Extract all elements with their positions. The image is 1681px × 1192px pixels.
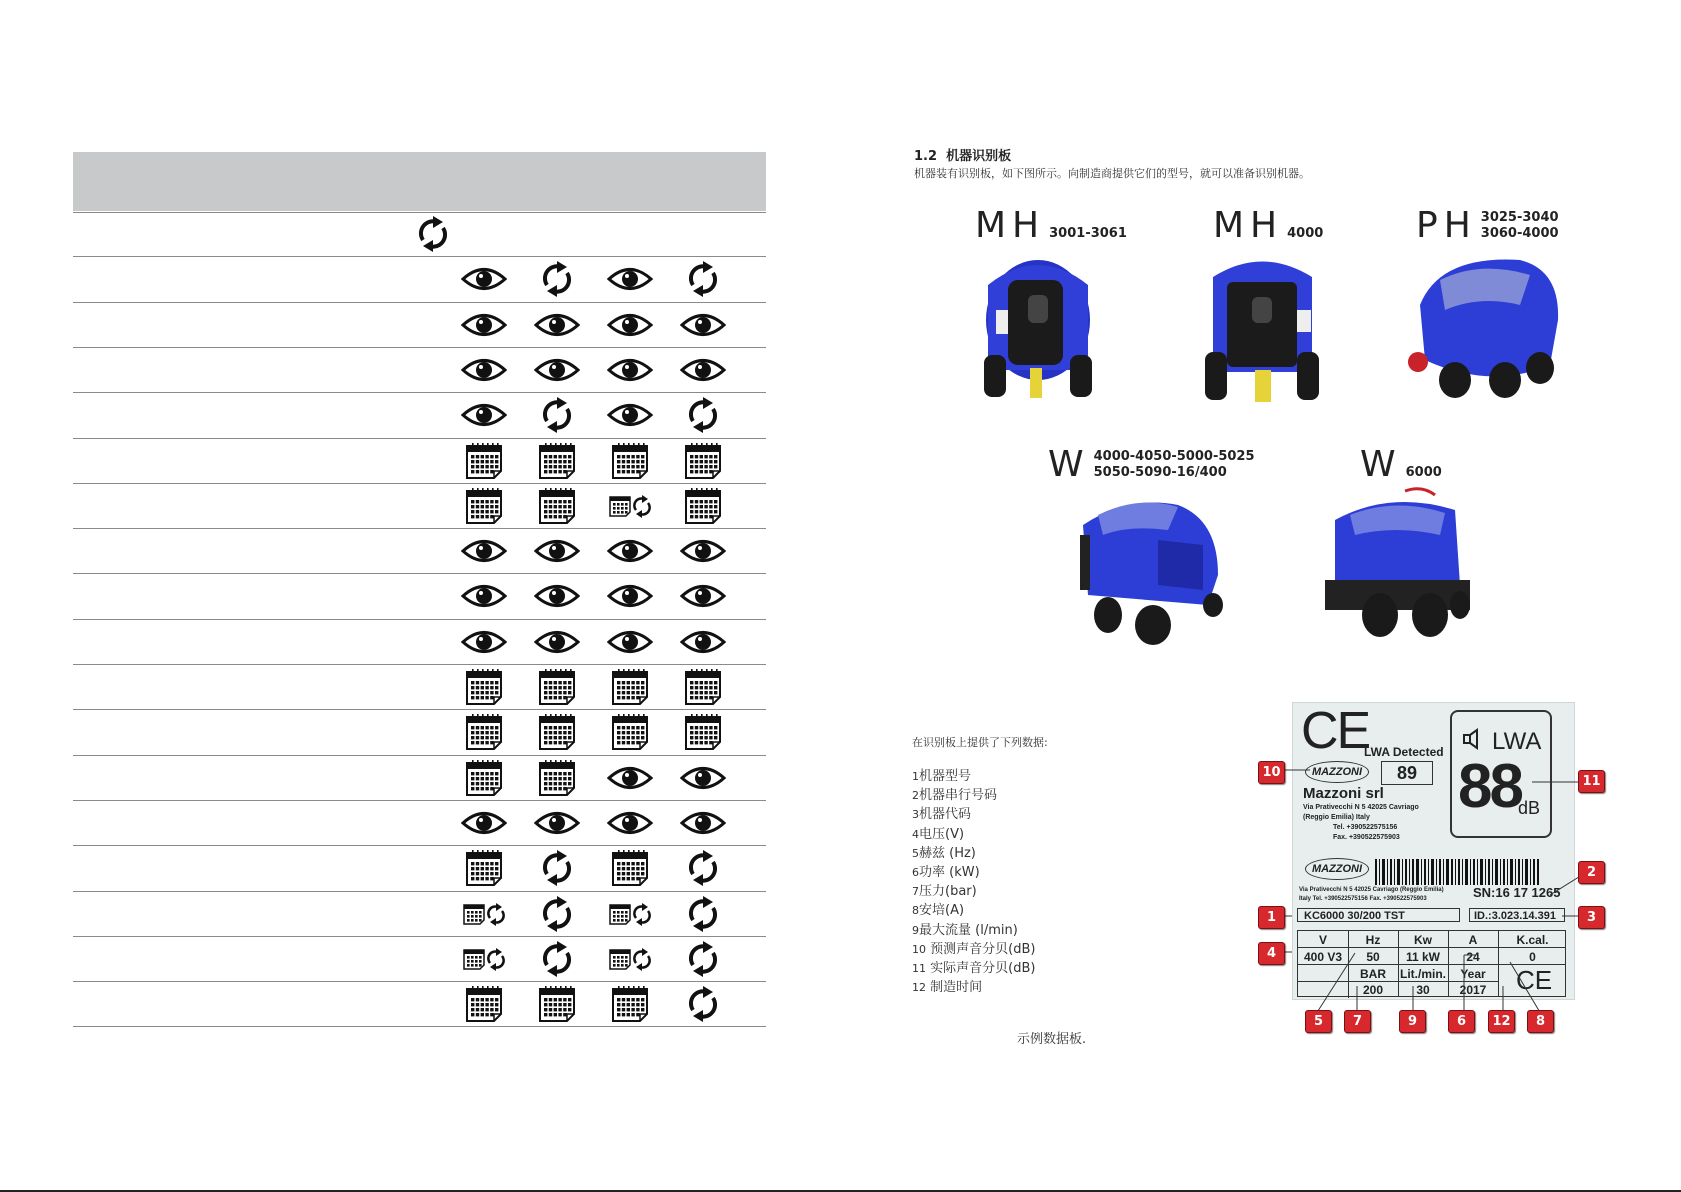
address-line: Via Prativecchi N 5 42025 Cavriago (Reggio Emilia) bbox=[1299, 887, 1444, 893]
table-row bbox=[73, 619, 766, 620]
cycle-icon bbox=[533, 939, 581, 979]
table-row bbox=[73, 709, 766, 710]
spec-value: 400 V3 bbox=[1303, 950, 1343, 964]
calendar-icon bbox=[606, 848, 654, 888]
table-row bbox=[73, 302, 766, 303]
model-codes bbox=[1094, 449, 1255, 481]
plate-field-label: 机器串行号码 bbox=[919, 788, 998, 804]
plate-field-item bbox=[912, 959, 1035, 978]
plate-field-label: 机器代码 bbox=[919, 807, 972, 823]
table-header bbox=[73, 152, 766, 211]
eye-icon bbox=[460, 395, 508, 435]
calendar-icon bbox=[679, 441, 727, 481]
eye-icon bbox=[460, 576, 508, 616]
eye-icon bbox=[533, 350, 581, 390]
eye-icon bbox=[460, 259, 508, 299]
spec-value: 0 bbox=[1529, 950, 1536, 964]
model-code: 3025-3040 bbox=[1480, 210, 1559, 225]
plate-field-item bbox=[912, 863, 1035, 882]
eye-icon bbox=[679, 576, 727, 616]
spec-value: 50 bbox=[1366, 950, 1380, 964]
machine-image-w-6000 bbox=[1310, 485, 1478, 650]
eye-icon bbox=[606, 758, 654, 798]
calendar-icon bbox=[533, 486, 581, 526]
eye-icon bbox=[460, 305, 508, 345]
eye-icon bbox=[606, 622, 654, 662]
model-letters: PH bbox=[1416, 205, 1477, 246]
model-letters: W bbox=[1360, 444, 1402, 485]
plate-field-item bbox=[912, 844, 1035, 863]
address-line: Via Prativecchi N 5 42025 Cavriago bbox=[1303, 804, 1419, 811]
model-label-mh-3001 bbox=[975, 205, 1127, 246]
plate-field-label: 预测声音分贝(dB) bbox=[930, 941, 1036, 957]
plate-field-item bbox=[912, 978, 1035, 997]
eye-icon bbox=[606, 350, 654, 390]
cycle-icon bbox=[533, 894, 581, 934]
model-label-mh-4000 bbox=[1213, 205, 1324, 246]
eye-icon bbox=[679, 350, 727, 390]
plate-field-label: 机器型号 bbox=[919, 769, 972, 784]
plate-field-item bbox=[912, 882, 1035, 901]
model-code: 4000-4050-5000-5025 bbox=[1093, 449, 1255, 464]
cycle-icon bbox=[533, 848, 581, 888]
calendar-icon bbox=[460, 712, 508, 752]
calendar-icon bbox=[460, 984, 508, 1024]
model-code: 3001-3061 bbox=[1049, 226, 1127, 241]
calendar-icon bbox=[460, 758, 508, 798]
spec-value: 30 bbox=[1416, 983, 1430, 997]
calendar-icon bbox=[460, 848, 508, 888]
table-top-rule bbox=[73, 212, 766, 213]
plate-field-label: 压力(bar) bbox=[919, 884, 977, 900]
callout-4: 4 bbox=[1258, 942, 1285, 965]
table-row bbox=[73, 256, 766, 257]
cycle-icon bbox=[679, 848, 727, 888]
serial-number: SN:16 17 1265 bbox=[1473, 885, 1561, 900]
eye-icon bbox=[679, 305, 727, 345]
ce-mark-small: CE bbox=[1515, 965, 1553, 995]
callout-9: 9 bbox=[1399, 1010, 1426, 1033]
calendar-icon bbox=[679, 712, 727, 752]
callout-11: 11 bbox=[1578, 770, 1605, 793]
lwa-detected-label: LWA Detected bbox=[1364, 745, 1444, 759]
table-row bbox=[73, 981, 766, 982]
table-row bbox=[73, 664, 766, 665]
callout-6: 6 bbox=[1448, 1010, 1475, 1033]
spec-header: Lit./min. bbox=[1400, 967, 1446, 981]
table-row bbox=[73, 483, 766, 484]
plate-field-number: 4 bbox=[912, 827, 919, 841]
calendar-cycle-icon bbox=[606, 894, 654, 934]
spec-value: 2017 bbox=[1459, 983, 1487, 997]
table-row bbox=[73, 1026, 766, 1027]
db-unit: dB bbox=[1518, 798, 1541, 818]
eye-icon bbox=[460, 622, 508, 662]
plate-field-number: 8 bbox=[912, 904, 919, 918]
plate-field-number: 11 bbox=[912, 962, 926, 976]
callout-10: 10 bbox=[1258, 761, 1285, 784]
eye-icon bbox=[606, 531, 654, 571]
plate-field-label: 电压(V) bbox=[919, 826, 965, 842]
plate-field-label: 赫兹 (Hz) bbox=[919, 845, 976, 861]
eye-icon bbox=[606, 395, 654, 435]
address-line: Italy Tel. +390522575156 Fax. +390522575903 bbox=[1299, 896, 1427, 902]
table-row bbox=[73, 800, 766, 801]
cycle-icon bbox=[533, 395, 581, 435]
model-code: 3060-4000 bbox=[1480, 226, 1559, 241]
model-label-w bbox=[1048, 444, 1255, 485]
plate-caption: 示例数据板. bbox=[1017, 1032, 1087, 1047]
eye-icon bbox=[533, 803, 581, 843]
spec-header: K.cal. bbox=[1516, 933, 1549, 947]
calendar-icon bbox=[460, 441, 508, 481]
machine-id-field: ID.:3.023.14.391 bbox=[1469, 908, 1565, 922]
address-line: (Reggio Emilia) Italy bbox=[1303, 814, 1370, 821]
model-code: 5050-5090-16/400 bbox=[1093, 465, 1227, 480]
plate-intro: 在识别板上提供了下列数据: bbox=[912, 736, 1048, 749]
eye-icon bbox=[460, 350, 508, 390]
table-row bbox=[73, 392, 766, 393]
table-row bbox=[73, 347, 766, 348]
machine-image-mh-3001 bbox=[978, 250, 1098, 405]
cycle-icon bbox=[679, 939, 727, 979]
spec-value: 200 bbox=[1362, 983, 1384, 997]
calendar-icon bbox=[460, 486, 508, 526]
spec-value: 24 bbox=[1466, 950, 1480, 964]
calendar-icon bbox=[533, 667, 581, 707]
plate-field-item bbox=[912, 767, 1035, 786]
table-row bbox=[73, 438, 766, 439]
db-value: 88 bbox=[1458, 752, 1521, 821]
table-row bbox=[73, 845, 766, 846]
spec-header: A bbox=[1468, 933, 1478, 947]
calendar-icon bbox=[606, 441, 654, 481]
model-code-field: KC6000 30/200 TST bbox=[1297, 908, 1460, 922]
table-row bbox=[73, 755, 766, 756]
plate-field-item bbox=[912, 940, 1035, 959]
callout-1: 1 bbox=[1258, 906, 1285, 929]
calendar-icon bbox=[533, 984, 581, 1024]
plate-field-list bbox=[912, 767, 1035, 997]
cycle-icon bbox=[679, 259, 727, 299]
lwa-detected-value: 89 bbox=[1381, 761, 1433, 785]
plate-field-number: 6 bbox=[912, 866, 919, 880]
model-label-ph bbox=[1416, 205, 1559, 246]
table-row bbox=[73, 573, 766, 574]
calendar-cycle-icon bbox=[460, 894, 508, 934]
calendar-cycle-icon bbox=[460, 939, 508, 979]
eye-icon bbox=[606, 305, 654, 345]
section-intro: 机器装有识别板，如下图所示。向制造商提供它们的型号，就可以准备识别机器。 bbox=[914, 167, 1310, 180]
calendar-cycle-icon bbox=[606, 486, 654, 526]
spec-header: BAR bbox=[1360, 967, 1386, 981]
eye-icon bbox=[606, 803, 654, 843]
eye-icon bbox=[679, 531, 727, 571]
spec-header: Year bbox=[1460, 967, 1486, 981]
eye-icon bbox=[606, 259, 654, 299]
callout-3: 3 bbox=[1578, 906, 1605, 929]
eye-icon bbox=[679, 803, 727, 843]
section-title: 机器识别板 bbox=[946, 149, 1012, 164]
callout-8: 8 bbox=[1527, 1010, 1554, 1033]
calendar-icon bbox=[606, 984, 654, 1024]
callout-5: 5 bbox=[1305, 1010, 1332, 1033]
plate-field-item bbox=[912, 921, 1035, 940]
machine-image-w bbox=[1068, 495, 1228, 647]
model-letters: W bbox=[1048, 444, 1090, 485]
brand-logo-small: MAZZONI bbox=[1305, 858, 1369, 880]
eye-icon bbox=[533, 305, 581, 345]
cycle-icon bbox=[679, 984, 727, 1024]
plate-field-number: 9 bbox=[912, 923, 919, 937]
eye-icon bbox=[533, 531, 581, 571]
plate-field-label: 安培(A) bbox=[919, 903, 965, 919]
brand-logo: MAZZONI bbox=[1305, 761, 1369, 783]
calendar-icon bbox=[533, 441, 581, 481]
calendar-cycle-icon bbox=[606, 939, 654, 979]
calendar-icon bbox=[606, 667, 654, 707]
plate-field-item bbox=[912, 901, 1035, 920]
table-row bbox=[73, 891, 766, 892]
plate-field-number: 5 bbox=[912, 846, 919, 860]
spec-header: Hz bbox=[1365, 933, 1381, 947]
plate-field-number: 2 bbox=[912, 789, 919, 803]
plate-field-number: 7 bbox=[912, 885, 919, 899]
section-number: 1.2 bbox=[914, 149, 938, 164]
lwa-symbol: LWA bbox=[1492, 728, 1542, 755]
machine-image-mh-4000 bbox=[1205, 252, 1320, 407]
calendar-icon bbox=[679, 667, 727, 707]
table-row bbox=[73, 936, 766, 937]
eye-icon bbox=[606, 576, 654, 616]
eye-icon bbox=[533, 622, 581, 662]
model-code: 4000 bbox=[1287, 226, 1324, 241]
callout-lines bbox=[1250, 690, 1620, 1040]
cycle-icon bbox=[679, 894, 727, 934]
eye-icon bbox=[533, 576, 581, 616]
callout-7: 7 bbox=[1344, 1010, 1371, 1033]
plate-field-item bbox=[912, 825, 1035, 844]
address-line: Tel. +390522575156 bbox=[1333, 824, 1398, 831]
ce-mark-large: CE bbox=[1301, 702, 1370, 760]
model-codes bbox=[1481, 210, 1559, 242]
spec-value: 11 kW bbox=[1405, 950, 1441, 964]
company-name: Mazzoni srl bbox=[1303, 785, 1384, 802]
plate-field-label: 最大流量 (l/min) bbox=[919, 922, 1018, 938]
eye-icon bbox=[460, 803, 508, 843]
plate-field-label: 功率 (kW) bbox=[919, 865, 980, 881]
address-line: Fax. +390522575903 bbox=[1333, 834, 1400, 841]
model-code: 6000 bbox=[1405, 465, 1442, 480]
calendar-icon bbox=[533, 712, 581, 752]
calendar-icon bbox=[533, 758, 581, 798]
spec-header: Kw bbox=[1414, 933, 1432, 947]
plate-field-label: 制造时间 bbox=[930, 980, 983, 996]
calendar-icon bbox=[606, 712, 654, 752]
model-letters: MH bbox=[1213, 205, 1284, 246]
plate-field-item bbox=[912, 805, 1035, 824]
plate-field-item bbox=[912, 786, 1035, 805]
plate-field-label: 实际声音分贝(dB) bbox=[930, 961, 1036, 977]
spec-header: V bbox=[1318, 933, 1327, 947]
model-label-w-6000 bbox=[1360, 444, 1442, 485]
plate-field-number: 1 bbox=[912, 770, 919, 783]
plate-field-number: 12 bbox=[912, 981, 926, 995]
cycle-icon bbox=[409, 214, 457, 254]
eye-icon bbox=[679, 758, 727, 798]
table-row bbox=[73, 528, 766, 529]
section-heading bbox=[914, 145, 1011, 164]
eye-icon bbox=[460, 531, 508, 571]
calendar-icon bbox=[460, 667, 508, 707]
model-letters: MH bbox=[975, 205, 1046, 246]
plate-field-number: 10 bbox=[912, 942, 926, 956]
callout-2: 2 bbox=[1578, 861, 1605, 884]
cycle-icon bbox=[679, 395, 727, 435]
eye-icon bbox=[679, 622, 727, 662]
callout-12: 12 bbox=[1488, 1010, 1515, 1033]
calendar-icon bbox=[679, 486, 727, 526]
plate-field-number: 3 bbox=[912, 808, 919, 822]
cycle-icon bbox=[533, 259, 581, 299]
machine-image-ph bbox=[1400, 250, 1565, 402]
